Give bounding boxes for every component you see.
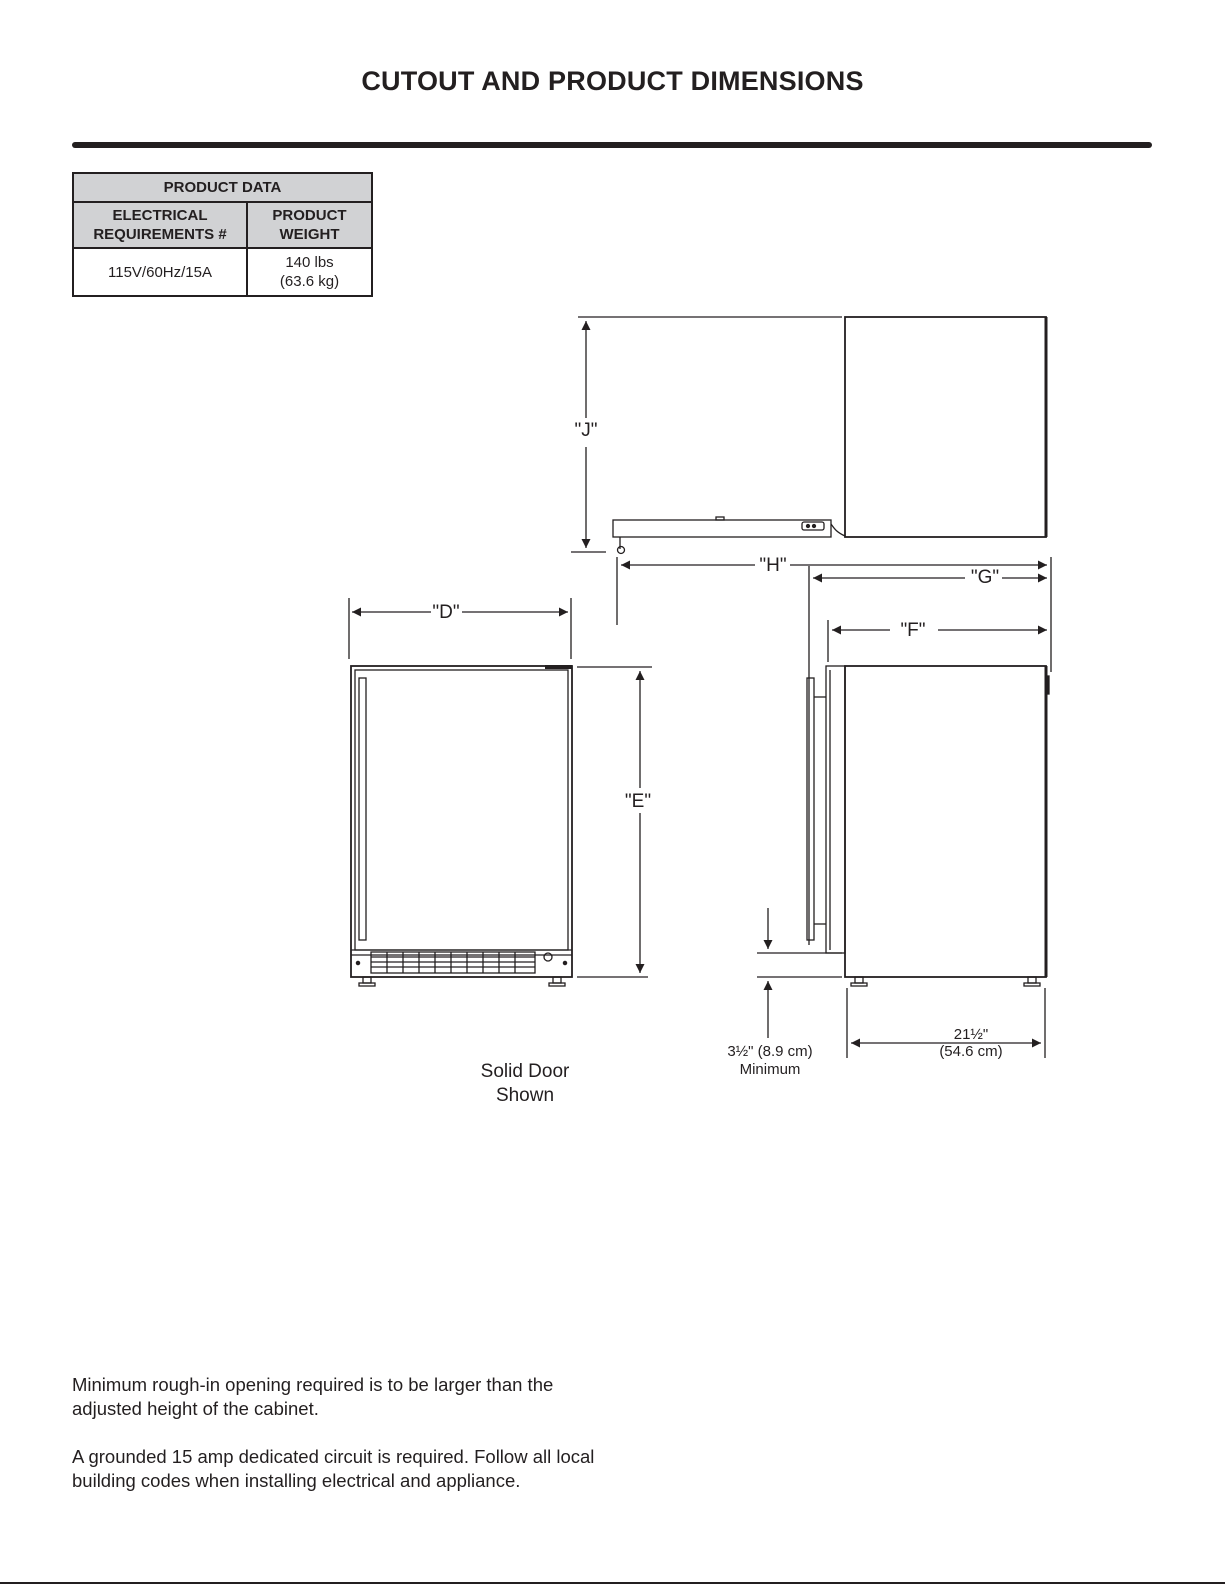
weight-kg: (63.6 kg) <box>279 273 340 290</box>
front-view-cabinet <box>351 666 572 977</box>
weight-lbs: 140 lbs <box>285 254 334 271</box>
footer-rule <box>0 1582 1225 1584</box>
col-weight-header: PRODUCT WEIGHT <box>247 202 372 248</box>
front-view-caption <box>450 1060 600 1108</box>
note-rough-in: Minimum rough-in opening required is to be larger than the adjusted height of the cabinet. <box>72 1374 554 1419</box>
label-g: "G" <box>970 567 1000 588</box>
caption-line1: Solid Door <box>480 1061 570 1082</box>
depth-metric: (54.6 cm) <box>939 1043 1003 1060</box>
note-electrical: A grounded 15 amp dedicated circuit is required. Follow all local building codes when installing electrical and appliance. <box>72 1446 595 1491</box>
col-electrical-header: ELECTRICAL REQUIREMENTS # <box>73 202 247 248</box>
table-header: PRODUCT DATA <box>73 173 372 202</box>
side-view-handle <box>807 678 814 940</box>
label-f: "F" <box>900 620 926 641</box>
side-view <box>757 620 1049 1058</box>
label-e: "E" <box>624 791 652 812</box>
caption-line2: Shown <box>495 1085 555 1106</box>
label-h: "H" <box>759 555 787 576</box>
side-view-door <box>826 666 845 953</box>
depth-value: 21½" <box>953 1026 989 1043</box>
front-view <box>349 598 652 986</box>
label-j: "J" <box>574 420 598 441</box>
side-view-cabinet <box>845 666 1046 977</box>
min-clearance-label: Minimum <box>739 1061 801 1078</box>
top-view-door <box>613 520 831 537</box>
electrical-value: 115V/60Hz/15A <box>73 248 247 296</box>
door-handle <box>359 678 366 940</box>
top-view <box>571 317 1051 945</box>
top-view-cabinet <box>845 317 1046 537</box>
label-d: "D" <box>432 602 460 623</box>
min-clearance-value: 3½" (8.9 cm) <box>727 1043 813 1060</box>
page-title: CUTOUT AND PRODUCT DIMENSIONS <box>361 66 864 96</box>
